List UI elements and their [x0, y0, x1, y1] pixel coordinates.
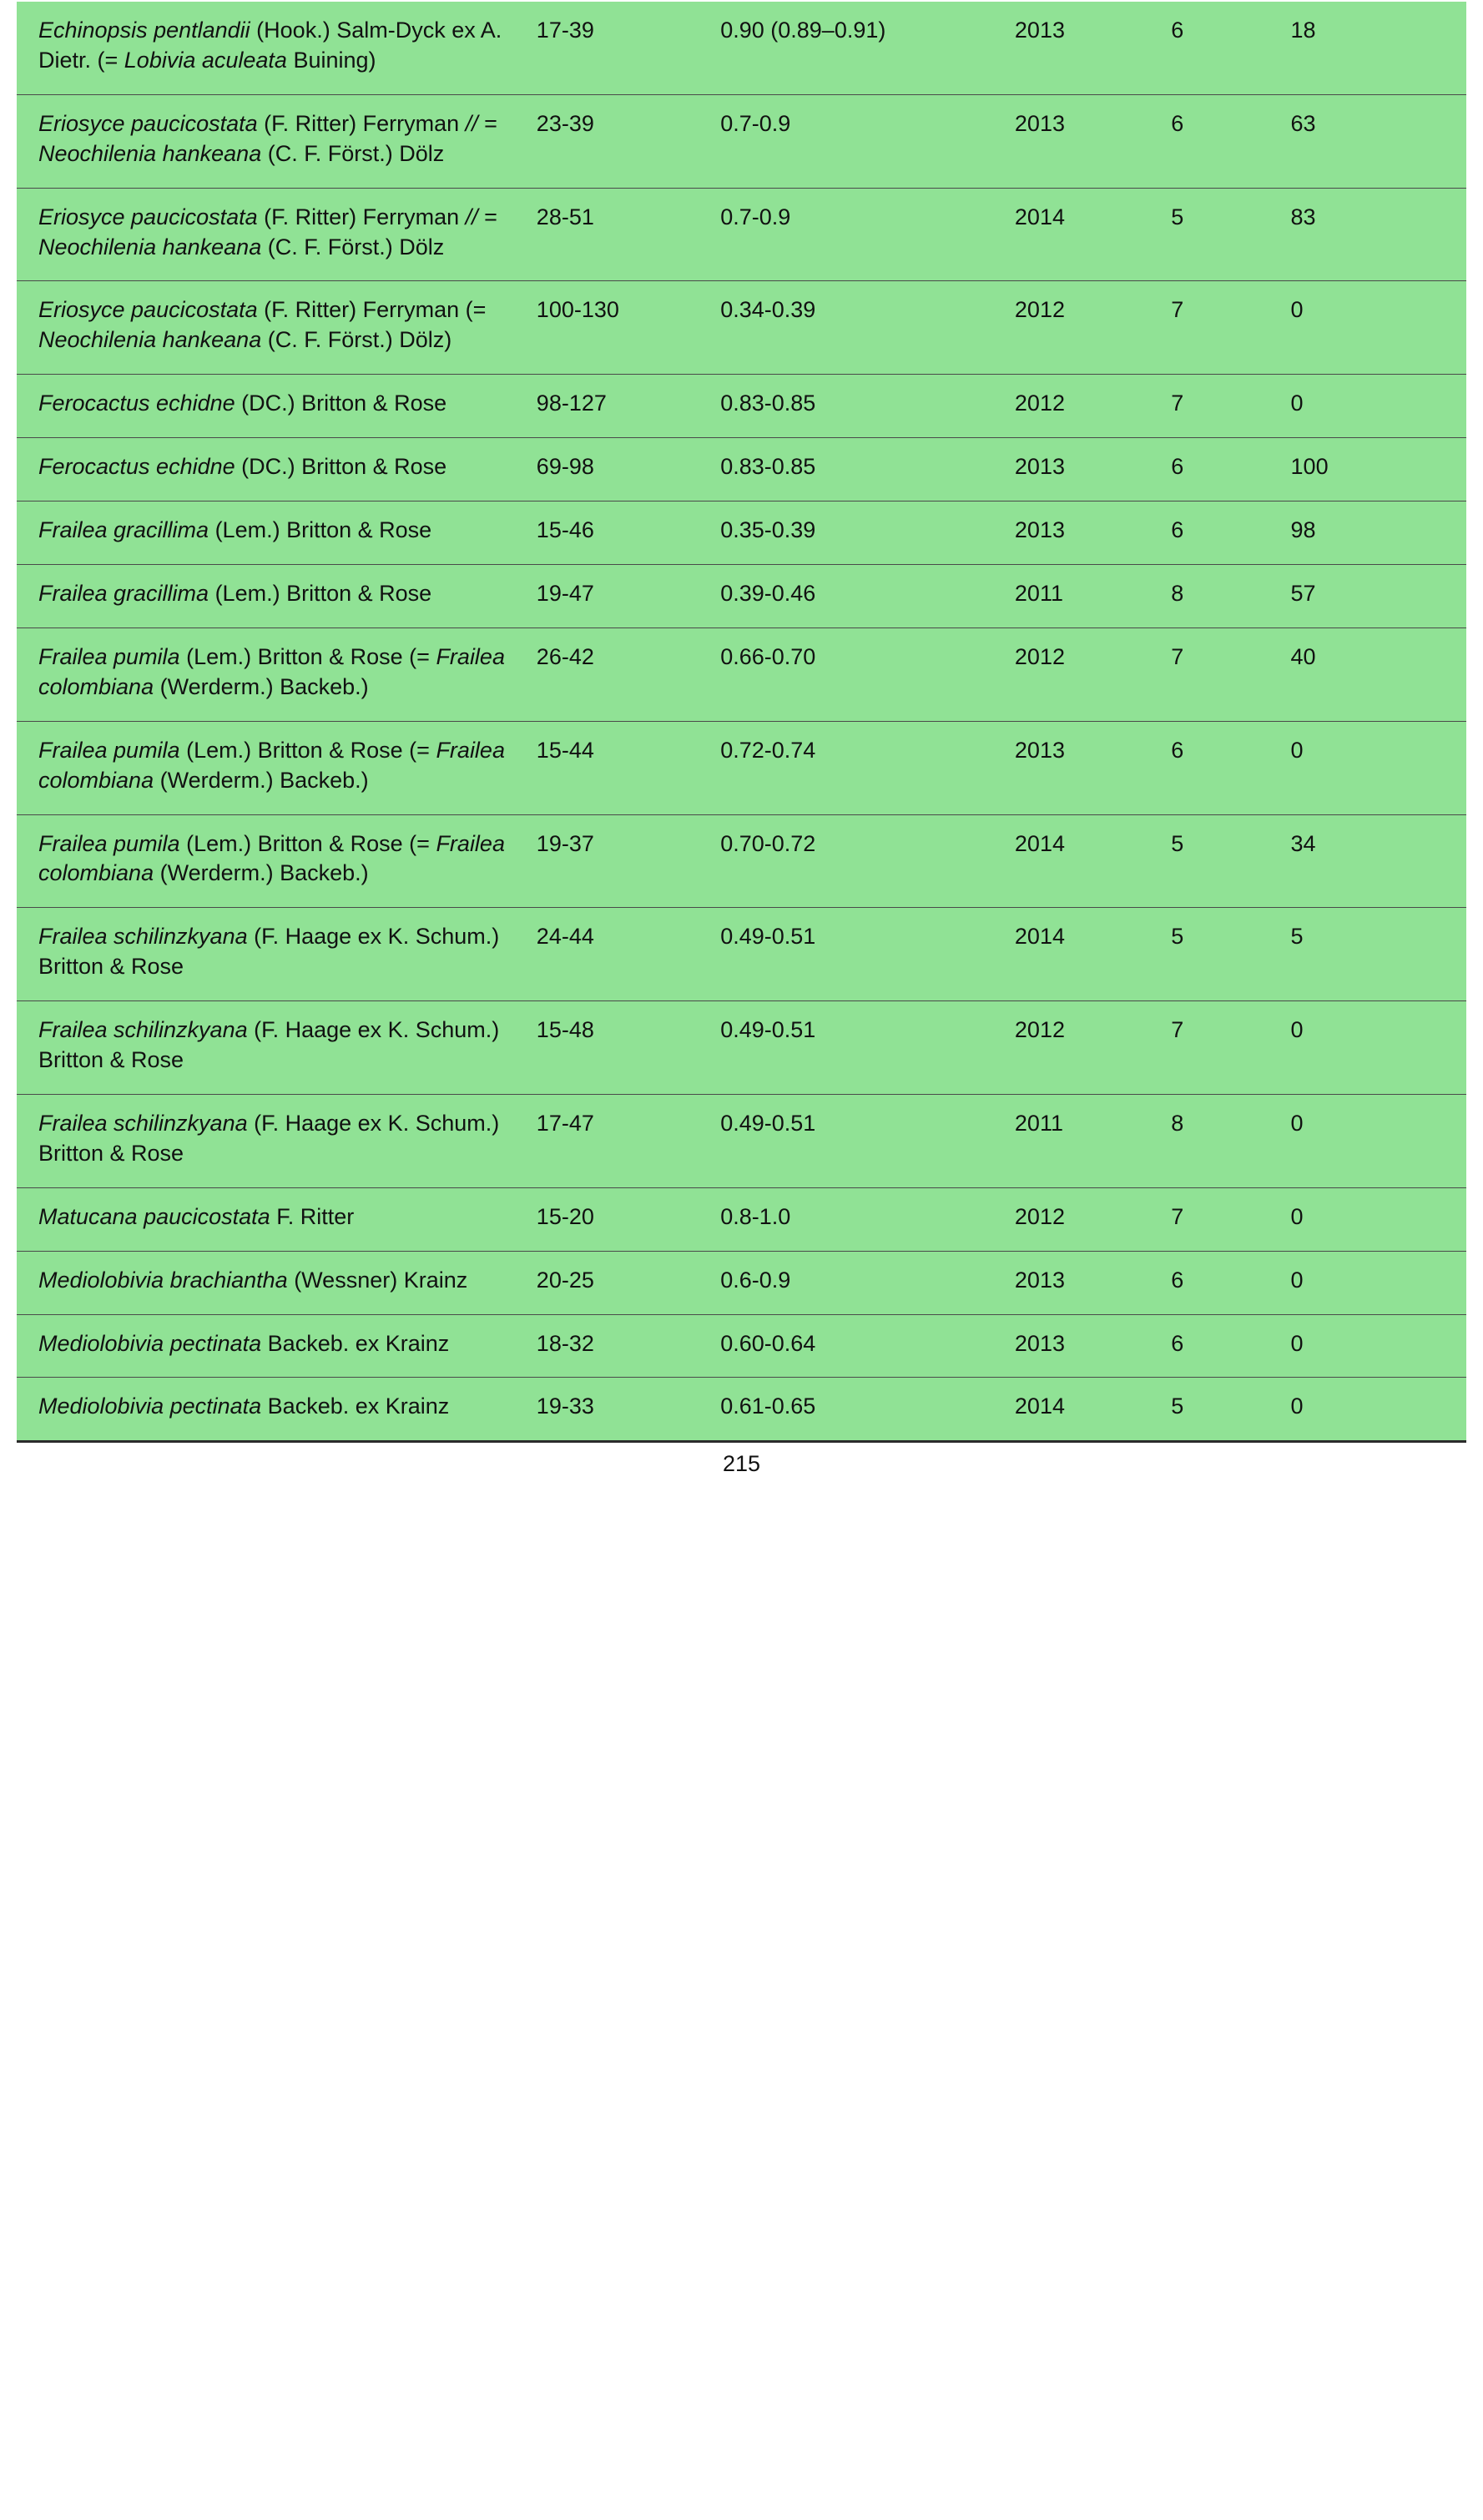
table-row: [17, 1378, 1466, 1440]
cell-seeds: 19-33: [528, 1378, 712, 1440]
cell-species: Matucana paucicostata F. Ritter: [17, 1187, 528, 1251]
table-row: [17, 188, 1466, 281]
cell-year: 2012: [1006, 375, 1163, 438]
cell-seeds: 98-127: [528, 375, 712, 438]
cell-seeds: 20-25: [528, 1251, 712, 1314]
cell-month: 5: [1163, 1378, 1282, 1440]
cell-seeds: 26-42: [528, 627, 712, 721]
cell-seeds: 15-46: [528, 501, 712, 565]
table-row: [17, 1251, 1466, 1314]
cell-germination: 0: [1283, 281, 1466, 375]
cell-year: 2012: [1006, 1187, 1163, 1251]
cell-germination: 0: [1283, 1001, 1466, 1095]
cell-species: Frailea gracillima (Lem.) Britton & Rose: [17, 564, 528, 627]
cell-germination: 18: [1283, 2, 1466, 94]
cell-germination: 83: [1283, 188, 1466, 281]
cell-month: 6: [1163, 721, 1282, 814]
cell-ratio: 0.35-0.39: [712, 501, 1006, 565]
cell-ratio: 0.49-0.51: [712, 908, 1006, 1001]
cell-germination: 34: [1283, 814, 1466, 908]
cell-germination: 57: [1283, 564, 1466, 627]
table-body: [17, 2, 1466, 1440]
table-row: [17, 2, 1466, 94]
cell-month: 6: [1163, 1251, 1282, 1314]
table-row: [17, 94, 1466, 188]
cell-ratio: 0.61-0.65: [712, 1378, 1006, 1440]
cell-year: 2013: [1006, 721, 1163, 814]
cell-seeds: 28-51: [528, 188, 712, 281]
cell-year: 2013: [1006, 438, 1163, 501]
cell-germination: 0: [1283, 375, 1466, 438]
cell-seeds: 15-48: [528, 1001, 712, 1095]
species-data-table: [17, 2, 1466, 1440]
cell-germination: 0: [1283, 1094, 1466, 1187]
cell-month: 7: [1163, 375, 1282, 438]
cell-species: Mediolobivia pectinata Backeb. ex Krainz: [17, 1314, 528, 1378]
cell-germination: 0: [1283, 1187, 1466, 1251]
cell-seeds: 15-44: [528, 721, 712, 814]
cell-year: 2013: [1006, 94, 1163, 188]
cell-month: 8: [1163, 1094, 1282, 1187]
cell-seeds: 18-32: [528, 1314, 712, 1378]
cell-month: 5: [1163, 188, 1282, 281]
cell-year: 2011: [1006, 1094, 1163, 1187]
cell-month: 5: [1163, 814, 1282, 908]
cell-species: Eriosyce paucicostata (F. Ritter) Ferryman // = Neochilenia hankeana (C. F. Först.) Dölz: [17, 188, 528, 281]
cell-ratio: 0.8-1.0: [712, 1187, 1006, 1251]
cell-year: 2013: [1006, 1314, 1163, 1378]
table-row: [17, 908, 1466, 1001]
table-row: [17, 814, 1466, 908]
cell-species: Ferocactus echidne (DC.) Britton & Rose: [17, 375, 528, 438]
cell-year: 2014: [1006, 908, 1163, 1001]
cell-year: 2012: [1006, 627, 1163, 721]
cell-species: Mediolobivia pectinata Backeb. ex Krainz: [17, 1378, 528, 1440]
cell-ratio: 0.90 (0.89–0.91): [712, 2, 1006, 94]
cell-ratio: 0.83-0.85: [712, 375, 1006, 438]
cell-ratio: 0.49-0.51: [712, 1001, 1006, 1095]
cell-ratio: 0.49-0.51: [712, 1094, 1006, 1187]
cell-species: Frailea schilinzkyana (F. Haage ex K. Schum.) Britton & Rose: [17, 1094, 528, 1187]
cell-month: 7: [1163, 1001, 1282, 1095]
table-row: [17, 627, 1466, 721]
cell-seeds: 19-47: [528, 564, 712, 627]
cell-month: 7: [1163, 627, 1282, 721]
table-row: [17, 281, 1466, 375]
table-row: [17, 1001, 1466, 1095]
cell-year: 2014: [1006, 1378, 1163, 1440]
cell-ratio: 0.60-0.64: [712, 1314, 1006, 1378]
cell-seeds: 17-47: [528, 1094, 712, 1187]
cell-seeds: 100-130: [528, 281, 712, 375]
table-row: [17, 1187, 1466, 1251]
cell-species: Frailea pumila (Lem.) Britton & Rose (= Frailea colombiana (Werderm.) Backeb.): [17, 814, 528, 908]
cell-seeds: 24-44: [528, 908, 712, 1001]
cell-species: Frailea gracillima (Lem.) Britton & Rose: [17, 501, 528, 565]
cell-species: Ferocactus echidne (DC.) Britton & Rose: [17, 438, 528, 501]
cell-germination: 63: [1283, 94, 1466, 188]
cell-species: Frailea pumila (Lem.) Britton & Rose (= Frailea colombiana (Werderm.) Backeb.): [17, 721, 528, 814]
cell-year: 2014: [1006, 814, 1163, 908]
cell-year: 2013: [1006, 2, 1163, 94]
cell-year: 2012: [1006, 1001, 1163, 1095]
cell-month: 7: [1163, 281, 1282, 375]
cell-germination: 0: [1283, 1378, 1466, 1440]
cell-germination: 98: [1283, 501, 1466, 565]
cell-ratio: 0.72-0.74: [712, 721, 1006, 814]
cell-seeds: 17-39: [528, 2, 712, 94]
cell-year: 2013: [1006, 1251, 1163, 1314]
cell-ratio: 0.7-0.9: [712, 94, 1006, 188]
cell-ratio: 0.39-0.46: [712, 564, 1006, 627]
cell-month: 6: [1163, 1314, 1282, 1378]
cell-month: 6: [1163, 438, 1282, 501]
cell-germination: 40: [1283, 627, 1466, 721]
cell-species: Eriosyce paucicostata (F. Ritter) Ferryman // = Neochilenia hankeana (C. F. Först.) Dölz: [17, 94, 528, 188]
table-row: [17, 1314, 1466, 1378]
page-number: 215: [722, 1451, 761, 1477]
table-row: [17, 1094, 1466, 1187]
cell-month: 6: [1163, 501, 1282, 565]
cell-germination: 5: [1283, 908, 1466, 1001]
cell-germination: 0: [1283, 1314, 1466, 1378]
cell-species: Frailea schilinzkyana (F. Haage ex K. Schum.) Britton & Rose: [17, 1001, 528, 1095]
cell-ratio: 0.34-0.39: [712, 281, 1006, 375]
table-row: [17, 375, 1466, 438]
cell-month: 5: [1163, 908, 1282, 1001]
cell-month: 7: [1163, 1187, 1282, 1251]
cell-species: Eriosyce paucicostata (F. Ritter) Ferryman (= Neochilenia hankeana (C. F. Först.) Dölz): [17, 281, 528, 375]
cell-ratio: 0.70-0.72: [712, 814, 1006, 908]
cell-ratio: 0.83-0.85: [712, 438, 1006, 501]
cell-month: 8: [1163, 564, 1282, 627]
cell-germination: 100: [1283, 438, 1466, 501]
table-row: [17, 564, 1466, 627]
species-table-container: [17, 0, 1466, 1440]
cell-seeds: 15-20: [528, 1187, 712, 1251]
cell-year: 2013: [1006, 501, 1163, 565]
cell-ratio: 0.66-0.70: [712, 627, 1006, 721]
cell-year: 2011: [1006, 564, 1163, 627]
cell-ratio: 0.6-0.9: [712, 1251, 1006, 1314]
cell-germination: 0: [1283, 1251, 1466, 1314]
cell-species: Mediolobivia brachiantha (Wessner) Krainz: [17, 1251, 528, 1314]
cell-year: 2014: [1006, 188, 1163, 281]
cell-year: 2012: [1006, 281, 1163, 375]
cell-month: 6: [1163, 2, 1282, 94]
cell-species: Frailea pumila (Lem.) Britton & Rose (= Frailea colombiana (Werderm.) Backeb.): [17, 627, 528, 721]
cell-seeds: 23-39: [528, 94, 712, 188]
cell-seeds: 19-37: [528, 814, 712, 908]
cell-seeds: 69-98: [528, 438, 712, 501]
cell-month: 6: [1163, 94, 1282, 188]
table-row: [17, 721, 1466, 814]
table-row: [17, 501, 1466, 565]
cell-ratio: 0.7-0.9: [712, 188, 1006, 281]
cell-species: Frailea schilinzkyana (F. Haage ex K. Schum.) Britton & Rose: [17, 908, 528, 1001]
table-row: [17, 438, 1466, 501]
cell-germination: 0: [1283, 721, 1466, 814]
cell-species: Echinopsis pentlandii (Hook.) Salm-Dyck ex A. Dietr. (= Lobivia aculeata Buining): [17, 2, 528, 94]
